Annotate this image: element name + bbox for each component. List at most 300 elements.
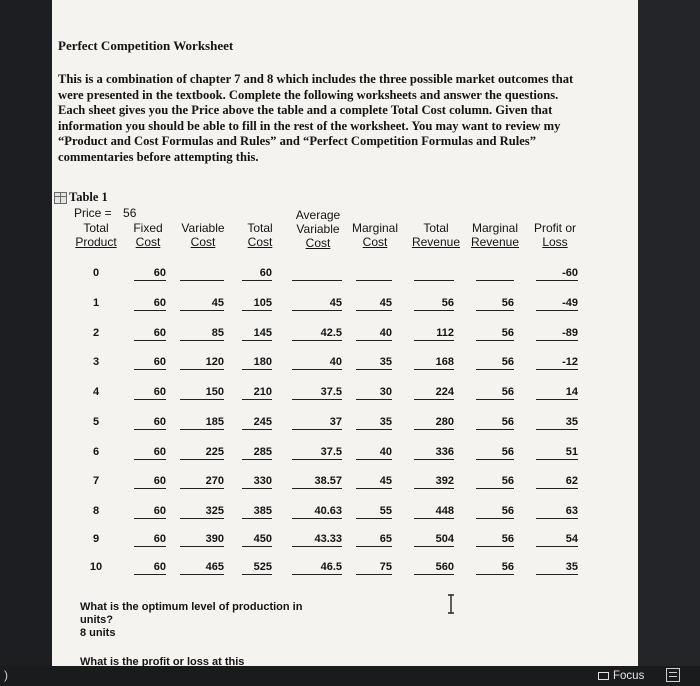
answer-blank-line bbox=[242, 546, 272, 547]
cell-tp bbox=[72, 561, 120, 577]
cell-tc[interactable] bbox=[242, 327, 272, 343]
column-header-line: Total bbox=[423, 221, 449, 235]
cell-pl[interactable] bbox=[536, 267, 578, 283]
column-header-line: Cost bbox=[305, 235, 331, 250]
cell-value: 35 bbox=[379, 416, 392, 428]
cell-value: 45 bbox=[211, 297, 224, 309]
column-header-line: Cost bbox=[247, 235, 273, 249]
answer-blank-line bbox=[476, 459, 514, 460]
column-header-line: Profit or bbox=[533, 221, 576, 235]
answer-blank-line bbox=[242, 369, 272, 370]
cell-mc[interactable] bbox=[356, 416, 392, 432]
answer-blank-line bbox=[476, 280, 514, 281]
cell-vc[interactable] bbox=[180, 446, 224, 462]
answer-blank-line bbox=[180, 399, 224, 400]
cell-value: 60 bbox=[153, 267, 166, 279]
column-header-line: Total bbox=[247, 221, 273, 235]
cell-vc[interactable] bbox=[180, 327, 224, 343]
cell-value: 40 bbox=[379, 327, 392, 339]
answer-blank-line bbox=[536, 310, 578, 311]
column-header-line: Cost bbox=[135, 235, 161, 249]
cell-tp bbox=[72, 297, 120, 313]
cell-mr[interactable] bbox=[476, 533, 514, 549]
answer-blank-line bbox=[292, 488, 342, 489]
cell-mc[interactable] bbox=[356, 327, 392, 343]
cell-mr[interactable] bbox=[476, 446, 514, 462]
answer-blank-line bbox=[414, 310, 454, 311]
cell-mc[interactable] bbox=[356, 446, 392, 462]
cell-value: 45 bbox=[329, 297, 342, 309]
answer-blank-line bbox=[356, 310, 392, 311]
answer-blank-line bbox=[476, 310, 514, 311]
answer-blank-line bbox=[536, 488, 578, 489]
cell-value: 38.57 bbox=[314, 475, 342, 487]
cell-tr[interactable] bbox=[414, 475, 454, 491]
answer-blank-line bbox=[180, 518, 224, 519]
cell-value: 270 bbox=[205, 475, 224, 487]
cell-value: 60 bbox=[153, 533, 166, 545]
answer-blank-line bbox=[292, 310, 342, 311]
answer-blank-line bbox=[134, 340, 166, 341]
intro-line: “Product and Cost Formulas and Rules” and “Perfect Competition Formulas and Rules” bbox=[58, 134, 536, 149]
answer-blank-line bbox=[292, 459, 342, 460]
cell-tc[interactable] bbox=[242, 267, 272, 283]
cell-value: 35 bbox=[565, 416, 578, 428]
cell-value: 56 bbox=[501, 446, 514, 458]
answer-blank-line bbox=[134, 574, 166, 575]
cell-pl[interactable] bbox=[536, 327, 578, 343]
cell-value: 60 bbox=[259, 267, 272, 279]
answer-blank-line bbox=[180, 546, 224, 547]
cell-value: 56 bbox=[501, 386, 514, 398]
cell-value: 56 bbox=[501, 356, 514, 368]
cell-mr[interactable] bbox=[476, 416, 514, 432]
cell-value: 504 bbox=[435, 533, 454, 545]
cell-value: 120 bbox=[205, 356, 224, 368]
column-header-line: Variable bbox=[296, 221, 340, 236]
cell-value: 35 bbox=[379, 356, 392, 368]
cell-vc[interactable] bbox=[180, 505, 224, 521]
cell-tp bbox=[72, 327, 120, 343]
cell-value: -12 bbox=[562, 356, 578, 368]
cell-tc[interactable] bbox=[242, 475, 272, 491]
status-left-glyph: ) bbox=[4, 668, 8, 682]
text-cursor-icon bbox=[447, 594, 455, 614]
cell-value: 245 bbox=[253, 416, 272, 428]
cell-value: 45 bbox=[379, 475, 392, 487]
intro-line: were presented in the textbook. Complete the following worksheets and answer the questions. bbox=[58, 87, 559, 102]
answer-blank-line bbox=[180, 280, 224, 281]
cell-value: 60 bbox=[153, 356, 166, 368]
answer-blank-line bbox=[476, 546, 514, 547]
cell-value: 450 bbox=[253, 533, 272, 545]
cell-value: 185 bbox=[205, 416, 224, 428]
cell-value: -49 bbox=[562, 297, 578, 309]
answer-blank-line bbox=[292, 518, 342, 519]
answer-blank-line bbox=[242, 310, 272, 311]
cell-fc[interactable] bbox=[134, 416, 166, 432]
answer-blank-line bbox=[536, 280, 578, 281]
price-line bbox=[74, 206, 136, 220]
answer-blank-line bbox=[180, 369, 224, 370]
cell-avc[interactable] bbox=[292, 561, 342, 577]
cell-value: 56 bbox=[501, 416, 514, 428]
answer-blank-line bbox=[414, 574, 454, 575]
column-header-line: Marginal bbox=[471, 221, 519, 235]
answer-blank-line bbox=[476, 429, 514, 430]
answer-blank-line bbox=[356, 546, 392, 547]
answer-blank-line bbox=[292, 340, 342, 341]
answer-blank-line bbox=[476, 574, 514, 575]
answer-blank-line bbox=[134, 546, 166, 547]
answer-blank-line bbox=[356, 369, 392, 370]
cell-value: 35 bbox=[565, 561, 578, 573]
cell-value: 56 bbox=[501, 475, 514, 487]
cell-tc[interactable] bbox=[242, 386, 272, 402]
cell-vc[interactable] bbox=[180, 416, 224, 432]
answer-blank-line bbox=[476, 340, 514, 341]
cell-tc[interactable] bbox=[242, 446, 272, 462]
column-header-line: Product bbox=[75, 235, 117, 249]
cell-mc[interactable] bbox=[356, 533, 392, 549]
cell-value: 285 bbox=[253, 446, 272, 458]
answer-blank-line bbox=[414, 280, 454, 281]
answer-blank-line bbox=[292, 369, 342, 370]
cell-tc[interactable] bbox=[242, 561, 272, 577]
answer-blank-line bbox=[356, 459, 392, 460]
cell-value: 1 bbox=[92, 297, 100, 309]
cell-avc[interactable] bbox=[292, 533, 342, 549]
cell-avc[interactable] bbox=[292, 356, 342, 372]
intro-line: Each sheet gives you the Price above the table and a complete Total Cost column. Given that bbox=[58, 103, 553, 118]
table-row bbox=[52, 561, 638, 577]
cell-tr[interactable] bbox=[414, 386, 454, 402]
cell-vc[interactable] bbox=[180, 297, 224, 313]
cell-value: 168 bbox=[435, 356, 454, 368]
cell-pl[interactable] bbox=[536, 561, 578, 577]
cell-value: 60 bbox=[153, 297, 166, 309]
answer-blank-line bbox=[536, 518, 578, 519]
column-header-line: Fixed bbox=[133, 221, 163, 235]
cell-value: 40.63 bbox=[314, 505, 342, 517]
cell-fc[interactable] bbox=[134, 356, 166, 372]
cell-tc[interactable] bbox=[242, 356, 272, 372]
question-line: What is the optimum level of production in bbox=[80, 601, 303, 613]
cell-vc[interactable] bbox=[180, 533, 224, 549]
cell-mc[interactable] bbox=[356, 386, 392, 402]
answer-blank-line bbox=[414, 488, 454, 489]
cell-pl[interactable] bbox=[536, 505, 578, 521]
cell-value: 3 bbox=[92, 356, 100, 368]
cell-value: 63 bbox=[565, 505, 578, 517]
cell-mr[interactable] bbox=[476, 267, 514, 283]
table-row bbox=[52, 416, 638, 432]
answer-blank-line bbox=[356, 488, 392, 489]
column-header-line: Revenue bbox=[411, 235, 461, 249]
table-row bbox=[52, 505, 638, 521]
question-line: units? bbox=[80, 614, 113, 626]
answer-blank-line bbox=[536, 546, 578, 547]
answer-blank-line bbox=[242, 340, 272, 341]
cell-value: 385 bbox=[253, 505, 272, 517]
answer-blank-line bbox=[356, 574, 392, 575]
cell-value: 51 bbox=[565, 446, 578, 458]
cell-value: 525 bbox=[253, 561, 272, 573]
cell-value: 54 bbox=[565, 533, 578, 545]
cell-tc[interactable] bbox=[242, 533, 272, 549]
cell-value: 56 bbox=[501, 297, 514, 309]
column-header-line: Average bbox=[295, 207, 341, 222]
cell-value: 4 bbox=[92, 386, 100, 398]
cell-value: 40 bbox=[329, 356, 342, 368]
cell-pl[interactable] bbox=[536, 533, 578, 549]
cell-fc[interactable] bbox=[134, 327, 166, 343]
price-value: 56 bbox=[123, 206, 137, 220]
answer-blank-line bbox=[476, 488, 514, 489]
table-row bbox=[52, 297, 638, 313]
cell-value: 56 bbox=[501, 533, 514, 545]
answer-blank-line bbox=[414, 429, 454, 430]
column-header-line: Loss bbox=[542, 235, 568, 249]
cell-value: 56 bbox=[501, 561, 514, 573]
cell-tr[interactable] bbox=[414, 267, 454, 283]
cell-fc[interactable] bbox=[134, 533, 166, 549]
answer-blank-line bbox=[536, 369, 578, 370]
cell-tr[interactable] bbox=[414, 505, 454, 521]
cell-value: 60 bbox=[153, 416, 166, 428]
cell-value: 42.5 bbox=[320, 327, 342, 339]
cell-vc[interactable] bbox=[180, 475, 224, 491]
cell-mc[interactable] bbox=[356, 356, 392, 372]
cell-value: 46.5 bbox=[320, 561, 342, 573]
answer-blank-line bbox=[536, 399, 578, 400]
question-optimum bbox=[80, 601, 302, 640]
cell-value: 2 bbox=[92, 327, 100, 339]
answer-blank-line bbox=[134, 488, 166, 489]
answer-blank-line bbox=[242, 429, 272, 430]
cell-value: 60 bbox=[153, 446, 166, 458]
intro-line: information you should be able to fill in the rest of the worksheet. You may want to review my bbox=[58, 118, 561, 133]
cell-tr[interactable] bbox=[414, 327, 454, 343]
cell-tr[interactable] bbox=[414, 446, 454, 462]
cell-mr[interactable] bbox=[476, 327, 514, 343]
cell-value: 390 bbox=[205, 533, 224, 545]
cell-value: 325 bbox=[205, 505, 224, 517]
cell-mr[interactable] bbox=[476, 356, 514, 372]
cell-mc[interactable] bbox=[356, 297, 392, 313]
cell-fc[interactable] bbox=[134, 297, 166, 313]
cell-tr[interactable] bbox=[414, 297, 454, 313]
cell-tp bbox=[72, 505, 120, 521]
cell-tp bbox=[72, 446, 120, 462]
table-caption[interactable] bbox=[54, 190, 108, 205]
cell-value: 56 bbox=[441, 297, 454, 309]
cell-pl[interactable] bbox=[536, 356, 578, 372]
answer-blank-line bbox=[292, 280, 342, 281]
cell-value: -60 bbox=[562, 267, 578, 279]
cell-value: 180 bbox=[253, 356, 272, 368]
answer-blank-line bbox=[536, 340, 578, 341]
answer-blank-line bbox=[476, 518, 514, 519]
cell-tr[interactable] bbox=[414, 416, 454, 432]
answer-blank-line bbox=[414, 399, 454, 400]
cell-fc[interactable] bbox=[134, 561, 166, 577]
cell-avc[interactable] bbox=[292, 386, 342, 402]
cell-tp bbox=[72, 386, 120, 402]
status-bar bbox=[0, 666, 700, 686]
cell-value: 0 bbox=[92, 267, 100, 279]
cell-fc[interactable] bbox=[134, 475, 166, 491]
cell-value: 112 bbox=[436, 327, 454, 339]
cell-value: 448 bbox=[435, 505, 454, 517]
cell-value: 14 bbox=[565, 386, 578, 398]
cell-value: 105 bbox=[253, 297, 272, 309]
column-header-line: Marginal bbox=[351, 221, 399, 235]
answer-blank-line bbox=[242, 574, 272, 575]
cell-value: 280 bbox=[435, 416, 454, 428]
cell-mr[interactable] bbox=[476, 505, 514, 521]
answer-blank-line bbox=[134, 429, 166, 430]
cell-value: 56 bbox=[501, 505, 514, 517]
cell-tc[interactable] bbox=[242, 297, 272, 313]
cell-avc[interactable] bbox=[292, 297, 342, 313]
cell-vc[interactable] bbox=[180, 356, 224, 372]
cell-value: 30 bbox=[379, 386, 392, 398]
answer-blank-line bbox=[180, 429, 224, 430]
cell-value: 45 bbox=[379, 297, 392, 309]
answer-blank-line bbox=[414, 518, 454, 519]
cell-tp bbox=[72, 356, 120, 372]
cell-value: 60 bbox=[153, 505, 166, 517]
cell-avc[interactable] bbox=[292, 416, 342, 432]
cell-pl[interactable] bbox=[536, 416, 578, 432]
focus-label: Focus bbox=[613, 669, 645, 682]
cell-value: 40 bbox=[379, 446, 392, 458]
cell-value: 60 bbox=[153, 561, 166, 573]
answer-blank-line bbox=[242, 280, 272, 281]
cell-mr[interactable] bbox=[476, 297, 514, 313]
cell-value: 145 bbox=[253, 327, 272, 339]
answer-blank-line bbox=[292, 574, 342, 575]
answer-blank-line bbox=[242, 518, 272, 519]
cell-tr[interactable] bbox=[414, 533, 454, 549]
cell-tp bbox=[72, 475, 120, 491]
cell-mr[interactable] bbox=[476, 475, 514, 491]
table-row bbox=[52, 386, 638, 402]
focus-mode-button[interactable] bbox=[598, 667, 656, 684]
question-profit: What is the profit or loss at this bbox=[80, 656, 245, 666]
column-header-line: Total bbox=[83, 221, 109, 235]
cell-pl[interactable] bbox=[536, 475, 578, 491]
cell-avc[interactable] bbox=[292, 327, 342, 343]
cell-mr[interactable] bbox=[476, 386, 514, 402]
intro-line: commentaries before attempting this. bbox=[58, 149, 259, 164]
price-label: Price = bbox=[74, 206, 112, 220]
cell-value: 60 bbox=[153, 327, 166, 339]
cell-value: 37.5 bbox=[320, 446, 342, 458]
cell-value: 10 bbox=[89, 561, 103, 573]
cell-tp bbox=[72, 416, 120, 432]
document-title: Perfect Competition Worksheet bbox=[58, 38, 234, 53]
answer-blank-line bbox=[242, 488, 272, 489]
cell-pl[interactable] bbox=[536, 297, 578, 313]
cell-value: 37.5 bbox=[320, 386, 342, 398]
cell-value: 60 bbox=[153, 475, 166, 487]
answer-blank-line bbox=[476, 369, 514, 370]
cell-fc[interactable] bbox=[134, 386, 166, 402]
cell-avc[interactable] bbox=[292, 505, 342, 521]
answer-blank-line bbox=[414, 459, 454, 460]
read-mode-icon[interactable] bbox=[666, 668, 680, 682]
cell-value: 75 bbox=[379, 561, 392, 573]
cell-mc[interactable] bbox=[356, 267, 392, 283]
cell-value: 8 bbox=[92, 505, 100, 517]
answer-blank-line bbox=[476, 399, 514, 400]
table-row bbox=[52, 446, 638, 462]
cell-pl[interactable] bbox=[536, 446, 578, 462]
answer-blank-line bbox=[134, 369, 166, 370]
answer-text: 8 units bbox=[80, 627, 116, 639]
cell-value: 62 bbox=[565, 475, 578, 487]
answer-blank-line bbox=[536, 574, 578, 575]
table-caption-text: Table 1 bbox=[69, 190, 108, 204]
table-row bbox=[52, 267, 638, 283]
table-move-handle-icon[interactable] bbox=[54, 192, 67, 204]
cell-fc[interactable] bbox=[134, 446, 166, 462]
cell-avc[interactable] bbox=[292, 267, 342, 283]
cell-vc[interactable] bbox=[180, 386, 224, 402]
cell-avc[interactable] bbox=[292, 475, 342, 491]
cell-fc[interactable] bbox=[134, 267, 166, 283]
answer-blank-line bbox=[356, 340, 392, 341]
answer-blank-line bbox=[134, 459, 166, 460]
cell-mc[interactable] bbox=[356, 561, 392, 577]
column-header-line: Revenue bbox=[470, 235, 520, 249]
answer-blank-line bbox=[134, 280, 166, 281]
cell-value: 65 bbox=[379, 533, 392, 545]
cell-value: 6 bbox=[92, 446, 100, 458]
table-row bbox=[52, 327, 638, 343]
column-header-line: Cost bbox=[190, 235, 216, 249]
document-page[interactable] bbox=[52, 0, 638, 666]
cell-pl[interactable] bbox=[536, 386, 578, 402]
column-header-line: Cost bbox=[362, 235, 388, 249]
cell-value: 85 bbox=[211, 327, 224, 339]
answer-blank-line bbox=[414, 340, 454, 341]
answer-blank-line bbox=[536, 429, 578, 430]
answer-blank-line bbox=[180, 459, 224, 460]
cell-tr[interactable] bbox=[414, 356, 454, 372]
answer-blank-line bbox=[414, 546, 454, 547]
cell-tp bbox=[72, 267, 120, 283]
cell-fc[interactable] bbox=[134, 505, 166, 521]
cell-tr[interactable] bbox=[414, 561, 454, 577]
answer-blank-line bbox=[414, 369, 454, 370]
right-edge bbox=[638, 0, 700, 686]
left-edge bbox=[0, 0, 52, 686]
cell-mc[interactable] bbox=[356, 505, 392, 521]
cell-value: 210 bbox=[253, 386, 272, 398]
cell-mc[interactable] bbox=[356, 475, 392, 491]
cell-vc[interactable] bbox=[180, 561, 224, 577]
cell-vc[interactable] bbox=[180, 267, 224, 283]
cell-mr[interactable] bbox=[476, 561, 514, 577]
cell-value: -89 bbox=[562, 327, 578, 339]
cell-avc[interactable] bbox=[292, 446, 342, 462]
cell-value: 56 bbox=[501, 327, 514, 339]
cell-tc[interactable] bbox=[242, 416, 272, 432]
cell-tc[interactable] bbox=[242, 505, 272, 521]
